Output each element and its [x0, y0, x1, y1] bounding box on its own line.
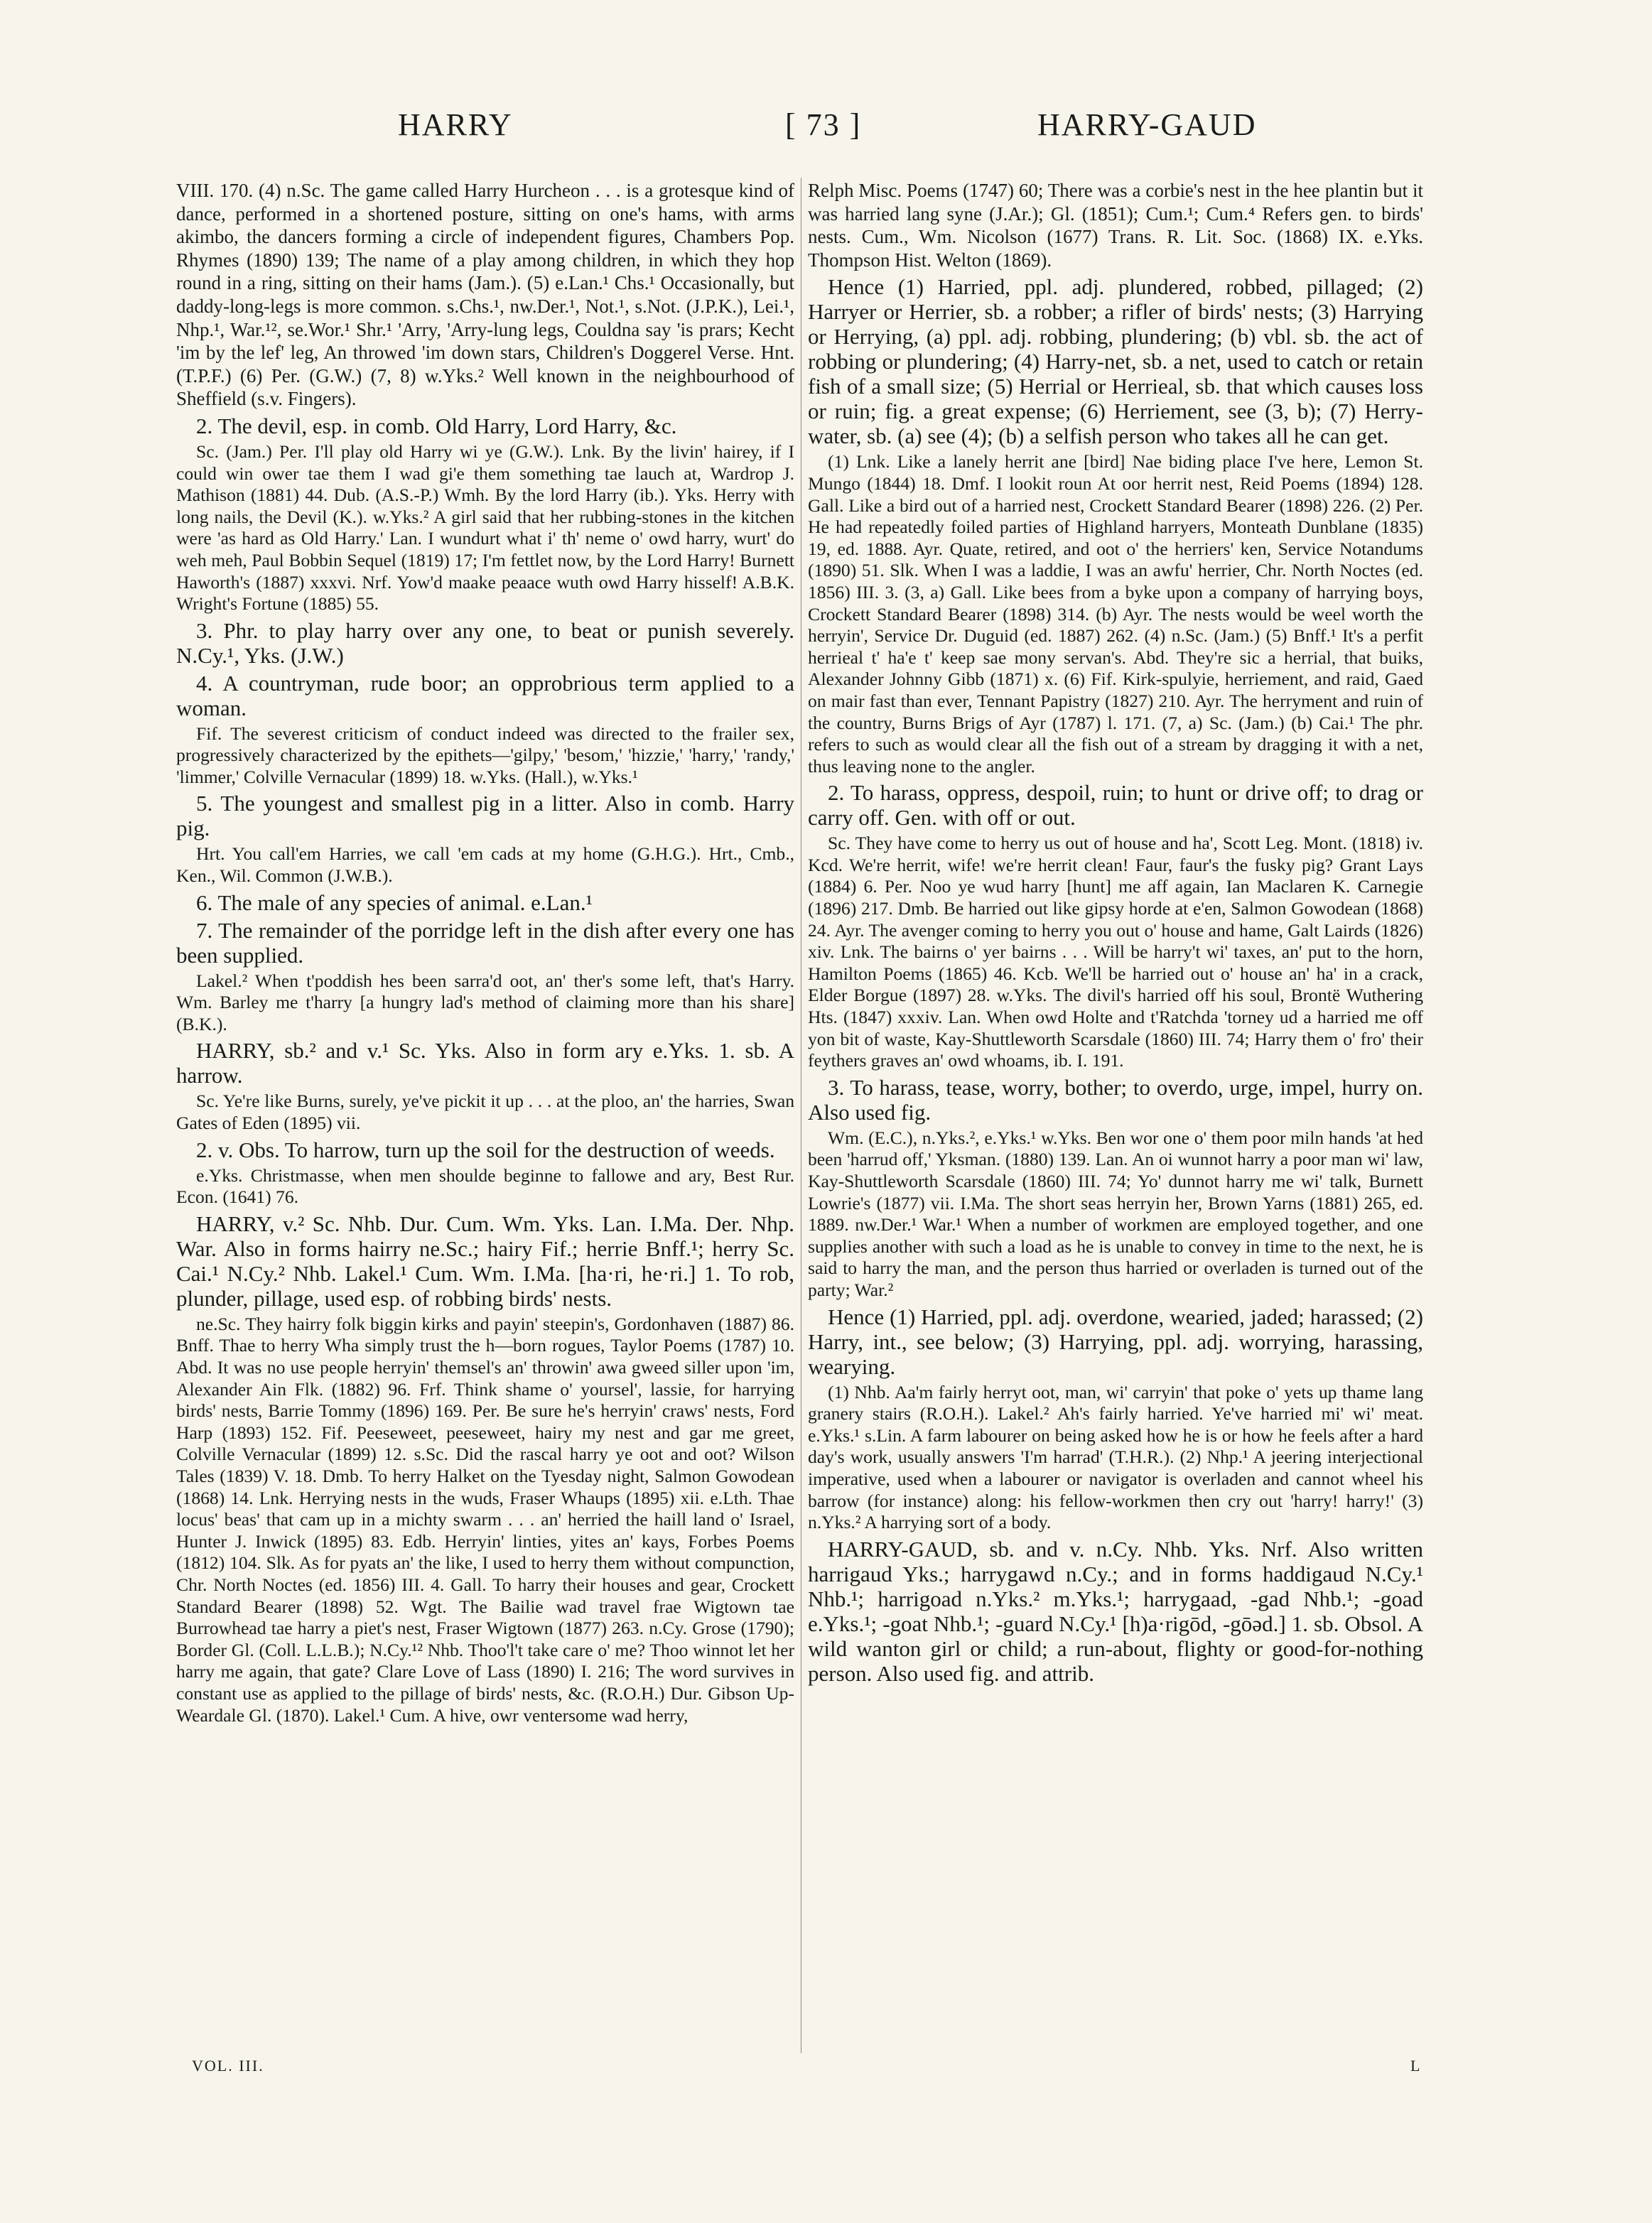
entry-paragraph: 2. v. Obs. To harrow, turn up the soil for the destruction of weeds. [196, 1137, 775, 1162]
page-number: [ 73 ] [785, 107, 862, 142]
running-head-right: HARRY-GAUD [1037, 107, 1257, 142]
entry-paragraph: 4. A countryman, rude boor; an opprobrious term applied to a woman. [176, 670, 794, 720]
entry-paragraph: 5. The youngest and smallest pig in a litter. Also in comb. Harry pig. [176, 791, 794, 841]
entry-paragraph: Sc. Ye're like Burns, surely, ye've pickit it up . . . at the ploo, an' the harries, Swan Gates of Eden (1895) vii. [176, 1091, 794, 1134]
entry-paragraph: Sc. They have come to herry us out of house and ha', Scott Leg. Mont. (1818) iv. Kcd. We're herrit, wife! we're herrit clean! Faur, faur's the fusky pig? Grant Lays (1884) 6. Per. Noo ye wud harry [hunt] me aff again, Ian Maclaren K. Carnegie (1896) 217. Dmb. Be harried out like gipsy horde at e'en, Salmon Gowodean (1868) 24. Ayr. The avenger coming to herry you out o' house and hame, Galt Lairds (1826) xiv. Lnk. The bairns o' yer bairns . . . Will be harry't wi' taxes, an' put to the horn, Hamilton Poems (1865) 46. Kcb. We'll be harried out o' house an' ha' in a crack, Elder Borgue (1897) 28. w.Yks. The divil's harried off his soul, Brontë Wuthering Hts. (1847) xxxiv. Lan. When owd Holte and t'Ratchda 'torney ud a harried me off yon bit of waste, Kay-Shuttleworth Scarsdale (1860) III. 74; Harry them o' fro' their feythers graves an' owd whoams, ib. I. 191. [808, 833, 1423, 1071]
right-column [808, 179, 1423, 2062]
entry-paragraph: (1) Nhb. Aa'm fairly herryt oot, man, wi' carryin' that poke o' yets up thame lang granery stairs (R.O.H.). Lakel.² Ah's fairly harried. Ye've harried mi' wi' meat. e.Yks.¹ s.Lin. A farm labourer on being asked how he is or how he feels after a hard day's work, usually answers 'I'm harrad' (T.H.R.). (2) Nhp.¹ A jeering interjectional imperative, used when a labourer or navigator is overladen and cannot wheel his barrow (for instance) along: his fellow-workmen then cry out 'harry! harry!' (3) n.Yks.² A harrying sort of a body. [808, 1381, 1423, 1533]
entry-paragraph: HARRY, v.² Sc. Nhb. Dur. Cum. Wm. Yks. Lan. I.Ma. Der. Nhp. War. Also in forms hairry ne.Sc.; hairy Fif.; herrie Bnff.¹; herry Sc. Cai.¹ N.Cy.² Nhb. Lakel.¹ Cum. Wm. I.Ma. [ha·ri, he·ri.] 1. To rob, plunder, pillage, used esp. of robbing birds' nests. [176, 1211, 794, 1311]
left-column [176, 179, 794, 2062]
entry-paragraph: 2. To harass, oppress, despoil, ruin; to hunt or drive off; to drag or carry off. Gen. with off or out. [808, 780, 1423, 831]
signature-mark: L [1410, 2057, 1420, 2075]
entry-paragraph: Hrt. You call'em Harries, we call 'em cads at my home (G.H.G.). Hrt., Cmb., Ken., Wil. Common (J.W.B.). [176, 843, 794, 887]
entry-paragraph: HARRY-GAUD, sb. and v. n.Cy. Nhb. Yks. Nrf. Also written harrigaud Yks.; harrygawd n.Cy.; and in forms haddigaud N.Cy.¹ Nhb.¹; harrigoad n.Yks.² m.Yks.¹; harrygaad, -gad Nhb.¹; -goad e.Yks.¹; -goat Nhb.¹; -guard N.Cy.¹ [h)a·rigōd, -gōəd.] 1. sb. Obsol. A wild wanton girl or child; a run-about, flighty or good-for-nothing person. Also used fig. and attrib. [808, 1536, 1423, 1686]
entry-paragraph: Relph Misc. Poems (1747) 60; There was a corbie's nest in the hee plantin but it was harried lang syne (J.Ar.); Gl. (1851); Cum.¹; Cum.⁴ Refers gen. to birds' nests. Cum., Wm. Nicolson (1677) Trans. R. Lit. Soc. (1868) IX. e.Yks. Thompson Hist. Welton (1869). [808, 180, 1423, 271]
entry-paragraph: (1) Lnk. Like a lanely herrit ane [bird] Nae biding place I've here, Lemon St. Mungo (1844) 18. Dmf. I lookit roun At oor herrit nest, Reid Poems (1894) 128. Gall. Like a bird out of a harried nest, Crockett Standard Bearer (1898) 226. (2) Per. He had repeatedly foiled parties of Highland harryers, Monteath Dunblane (1835) 19, ed. 1888. Ayr. Quate, retired, and oot o' the herriers' ken, Service Notandums (1890) 51. Slk. When I was a laddie, I was an awfu' herrier, Chr. North Noctes (ed. 1856) III. 3. (3, a) Gall. Like bees from a byke upon a company of harrying boys, Crockett Standard Bearer (1898) 314. (b) Ayr. The nests would be weel worth the herryin', Service Dr. Duguid (ed. 1887) 262. (4) n.Sc. (Jam.) (5) Bnff.¹ It's a perfit herrieal t' ha'e t' keep sae mony servan's. Abd. They're sic a herrial, that buiks, Alexander Johnny Gibb (1871) x. (6) Fif. Kirk-spulyie, herriement, and raid, Gaed on mair fast than ever, Tennant Papistry (1827) 210. Ayr. The herryment and ruin of the country, Burns Brigs of Ayr (1787) l. 171. (7, a) Sc. (Jam.) (b) Cai.¹ The phr. refers to such as would clear all the fish out of a stream by dragging it with a net, thus leaving none to the angler. [808, 451, 1423, 777]
entry-paragraph: 7. The remainder of the porridge left in the dish after every one has been supplied. [176, 917, 794, 968]
entry-paragraph: 2. The devil, esp. in comb. Old Harry, Lord Harry, &c. [196, 413, 677, 438]
entry-paragraph: Sc. (Jam.) Per. I'll play old Harry wi ye (G.W.). Lnk. By the livin' hairey, if I could win ower tae them I wad gi'e them something tae lauch at, Wardrop J. Mathison (1881) 44. Dub. (A.S.-P.) Wmh. By the lord Harry (ib.). Yks. Herry with long nails, the Devil (K.). w.Yks.² A girl said that her rubbing-stones in the kitchen were 'as hard as Old Harry.' Lan. I wundurt what i' th' neme o' owd harry, wurt' do weh meh, Paul Bobbin Sequel (1819) 17; I'm fettlet now, by the Lord Harry! Burnett Haworth's (1887) xxxvi. Nrf. Yow'd maake peaace wuth owd Harry hisself! A.B.K. Wright's Fortune (1885) 55. [176, 440, 794, 615]
entry-paragraph: 3. To harass, tease, worry, bother; to overdo, urge, impel, hurry on. Also used fig. [808, 1074, 1423, 1125]
page-header [178, 107, 1478, 156]
entry-paragraph: 3. Phr. to play harry over any one, to beat or punish severely. N.Cy.¹, Yks. (J.W.) [176, 617, 794, 668]
entry-paragraph: Hence (1) Harried, ppl. adj. plundered, robbed, pillaged; (2) Harryer or Herrier, sb. a robber; a rifler of birds' nests; (3) Harrying or Herrying, (a) ppl. adj. robbing, plundering; (b) vbl. sb. the act of robbing or plundering; (4) Harry-net, sb. a net, used to catch or retain fish of a small size; (5) Herrial or Herrieal, sb. that which causes loss or ruin; fig. a great expense; (6) Herriement, see (3, b); (7) Herry-water, sb. (a) see (4); (b) a selfish person who takes all he can get. [808, 274, 1423, 449]
entry-paragraph: 6. The male of any species of animal. e.Lan.¹ [196, 889, 593, 915]
entry-paragraph: VIII. 170. (4) n.Sc. The game called Harry Hurcheon . . . is a grotesque kind of dance, performed in a shortened posture, sitting on one's hams, with arms akimbo, the dancers forming a circle of independent figures, Chambers Pop. Rhymes (1890) 139; The name of a play among children, in which they hop round in a ring, sitting on their hams (Jam.). (5) e.Lan.¹ Chs.¹ Occasionally, but daddy-long-legs is more common. s.Chs.¹, nw.Der.¹, Not.¹, s.Not. (J.P.K.), Lei.¹, Nhp.¹, War.¹², se.Wor.¹ Shr.¹ 'Arry, 'Arry-lung legs, Couldna say 'is prars; Kecht 'im by the lef' leg, An throwed 'im down stars, Children's Doggerel Verse. Hnt. (T.P.F.) (6) Per. (G.W.) (7, 8) w.Yks.² Well known in the neighbourhood of Sheffield (s.v. Fingers). [176, 180, 794, 410]
entry-paragraph: Hence (1) Harried, ppl. adj. overdone, wearied, jaded; harassed; (2) Harry, int., see below; (3) Harrying, ppl. adj. worrying, harassing, wearying. [808, 1304, 1423, 1379]
entry-paragraph: Lakel.² When t'poddish hes been sarra'd oot, an' ther's some left, that's Harry. Wm. Barley me t'harry [a hungry lad's method of claiming more than his share] (B.K.). [176, 970, 794, 1034]
entry-paragraph: Wm. (E.C.), n.Yks.², e.Yks.¹ w.Yks. Ben wor one o' them poor miln hands 'at hed been 'harrud off,' Yksman. (1880) 139. Lan. An oi wunnot harry a poor man wi' law, Kay-Shuttleworth Scarsdale (1860) III. 74; Yo' dunnot harry me wi' talk, Burnett Lowrie's (1877) vii. I.Ma. The short seas herryin her, Brown Yarns (1881) 265, ed. 1889. nw.Der.¹ War.¹ When a number of workmen are employed together, and one supplies another with such a load as he is unable to convey in time to the next, he is said to harry the man, and the person thus harried or overladen is turned out of the party; War.² [808, 1127, 1423, 1300]
entry-paragraph: e.Yks. Christmasse, when men shoulde beginne to fallowe and ary, Best Rur. Econ. (1641) 76. [176, 1164, 794, 1208]
running-head-left: HARRY [398, 107, 513, 142]
entry-paragraph: Fif. The severest criticism of conduct indeed was directed to the frailer sex, progressively characterized by the epithets—'gilpy,' 'besom,' 'hizzie,' 'harry,' 'randy,' 'limmer,' Colville Vernacular (1899) 18. w.Yks. (Hall.), w.Yks.¹ [176, 723, 794, 787]
entry-paragraph: ne.Sc. They hairry folk biggin kirks and payin' steepin's, Gordonhaven (1887) 86. Bnff. Thae to herry Wha simply trust the h—born rogues, Taylor Poems (1787) 10. Abd. It was no use people herryin' themsel's an' throwin' awa gweed siller upon 'im, Alexander Ain Flk. (1882) 96. Frf. Think shame o' yoursel', lassie, for harrying birds' nests, Barrie Tommy (1896) 169. Per. Be sure he's herryin' craws' nests, Ford Harp (1893) 152. Fif. Peeseweet, peeseweet, hairy my nest and gar me greet, Colville Vernacular (1899) 12. s.Sc. Did the rascal harry ye oot and oot? Wilson Tales (1839) V. 18. Dmb. To herry Halket on the Tyesday night, Salmon Gowodean (1868) 14. Lnk. Herrying nests in the wuds, Fraser Whaups (1895) xii. e.Lth. Thae locus' beas' that cam up in a michty swarm . . . an' herried the haill land o' Israel, Hunter J. Inwick (1895) 83. Edb. Herryin' linties, yites an' kays, Forbes Poems (1812) 104. Slk. As for pyats an' the like, I used to herry them without compunction, Chr. North Noctes (ed. 1856) III. 4. Gall. To harry their houses and gear, Crockett Standard Bearer (1898) 52. Wgt. The Bailie wad travel frae Wigtown tae Burrowhead tae harry a piet's nest, Fraser Wigtown (1877) 263. n.Cy. Grose (1790); Border Gl. (Coll. L.L.B.); N.Cy.¹² Nhb. Thoo'l't take care o' me? Thoo winnot let her harry me again, that gate? Clare Love of Lass (1890) I. 216; The word survives in constant use as applied to the pillage of birds' nests, &c. (R.O.H.) Dur. Gibson Up-Weardale Gl. (1870). Lakel.¹ Cum. A hive, owr ventersome wad herry, [176, 1313, 794, 1726]
entry-paragraph: HARRY, sb.² and v.¹ Sc. Yks. Also in form ary e.Yks. 1. sb. A harrow. [176, 1038, 794, 1088]
volume-signature: VOL. III. [192, 2057, 264, 2075]
